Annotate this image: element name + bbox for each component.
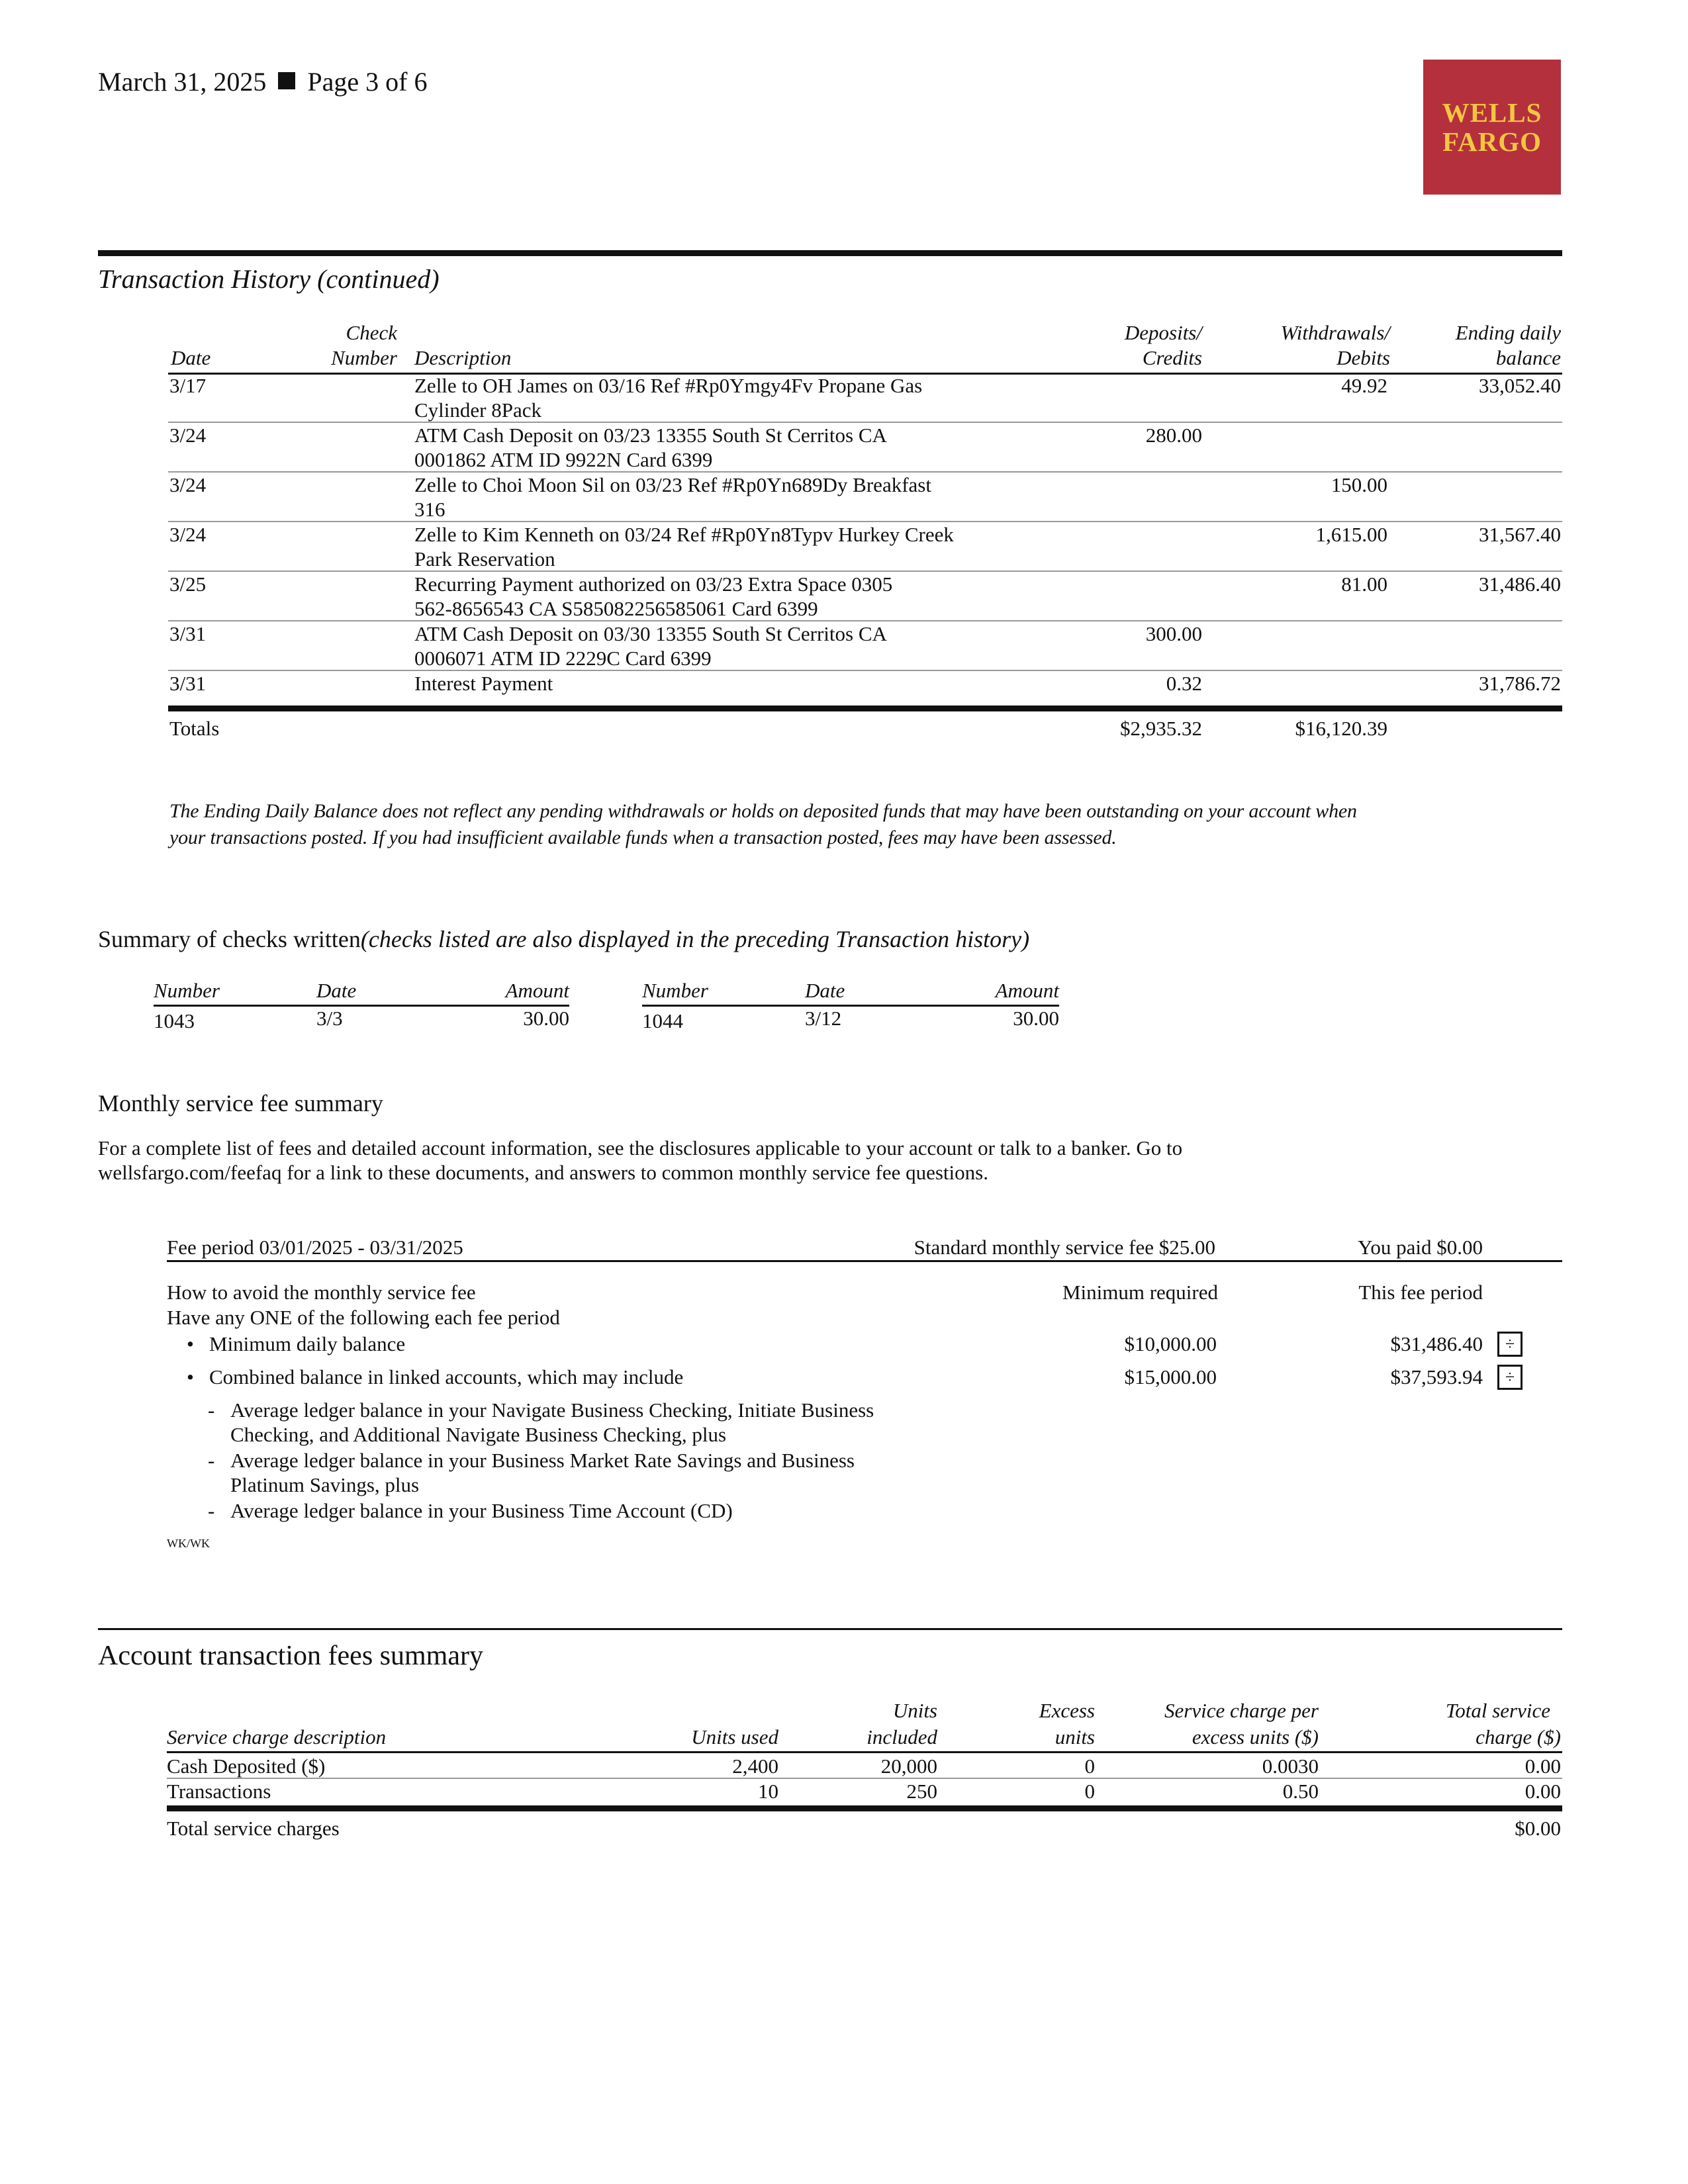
fees-header-rule [167,1751,1562,1753]
disclaimer-line-2: your transactions posted. If you had insufficient available funds when a transaction posted, fees may have been assessed. [169,827,1117,848]
check-number: 1044 [642,1009,683,1032]
col-withdrawals-2: Debits [1336,346,1390,369]
totals-rule [168,705,1562,711]
col-withdrawals-1: Withdrawals/ [1280,321,1390,344]
intro-line-1: For a complete list of fees and detailed account information, see the disclosures applicable to your account or talk to a banker. Go to [98,1136,1183,1160]
page-number: Page 3 of 6 [307,67,428,97]
checks-col-amount-1: Amount [505,979,569,1002]
bullet-icon: • [187,1332,194,1355]
check-date: 3/12 [805,1007,842,1030]
bullet-icon: • [187,1365,194,1388]
row-description-line-2: 562-8656543 CA S585082256585061 Card 6399 [414,597,818,620]
row-description-line-2: 0006071 ATM ID 2229C Card 6399 [414,647,712,670]
checkmark-box-icon: ÷ [1497,1365,1523,1390]
fees-summary-title: Account transaction fees summary [98,1641,483,1671]
sub-item-line: Platinum Savings, plus [230,1473,420,1496]
fee-row-used: 10 [758,1780,778,1803]
section-divider [98,250,1562,256]
fee-row-included: 20,000 [880,1754,937,1778]
disclaimer-line-1: The Ending Daily Balance does not reflect any pending withdrawals or holds on deposited funds that may have been outstanding on your account when [169,800,1357,822]
col-deposits-2: Credits [1142,346,1202,369]
row-balance: 31,567.40 [1479,523,1561,546]
fees-col-rate-2: excess units ($) [1192,1725,1319,1749]
separator-square-icon [278,72,295,89]
checks-col-date-1: Date [316,979,357,1002]
option-actual: $31,486.40 [1390,1332,1483,1355]
sub-item-line: Average ledger balance in your Business Time Account (CD) [230,1499,733,1522]
col-balance-1: Ending daily [1455,321,1561,344]
this-period-label: This fee period [1358,1281,1483,1304]
row-debit: 1,615.00 [1315,523,1387,546]
fee-row-excess: 0 [1084,1780,1095,1803]
have-any-one: Have any ONE of the following each fee period [167,1306,560,1329]
fee-code: WK/WK [167,1537,210,1550]
minimum-required-label: Minimum required [1062,1281,1218,1304]
row-description-line-1: Zelle to Choi Moon Sil on 03/23 Ref #Rp0Yn689Dy Breakfast [414,473,931,496]
you-paid: You paid $0.00 [1358,1236,1483,1259]
row-description-line-1: ATM Cash Deposit on 03/30 13355 South St Cerritos CA [414,622,887,645]
col-balance-2: balance [1495,346,1561,369]
sub-item-line: Checking, and Additional Navigate Business Checking, plus [230,1423,727,1446]
checkmark-box-icon: ÷ [1497,1332,1523,1357]
totals-debits: $16,120.39 [1295,717,1387,740]
standard-fee: Standard monthly service fee $25.00 [914,1236,1215,1259]
totals-label: Totals [169,717,220,740]
col-check-1: Check [346,321,397,344]
fee-period-rule [167,1260,1562,1262]
fees-col-used: Units used [691,1725,778,1749]
statement-header [98,66,427,97]
row-date: 3/24 [169,523,207,546]
transaction-history-title: Transaction History (continued) [98,264,440,294]
fee-row-excess: 0 [1084,1754,1095,1778]
fees-col-excess-2: units [1055,1725,1095,1749]
total-service-charges-value: $0.00 [1515,1817,1561,1840]
col-deposits-1: Deposits/ [1124,321,1202,344]
dash-icon: - [208,1499,215,1522]
row-description-line-2: Park Reservation [414,547,555,570]
row-description-line-2: Cylinder 8Pack [414,398,541,422]
logo-line-2: FARGO [1442,126,1542,157]
fees-col-desc: Service charge description [167,1725,387,1749]
col-date: Date [171,346,211,369]
fees-col-total-2: charge ($) [1476,1725,1561,1749]
checks-col-amount-2: Amount [995,979,1059,1002]
row-date: 3/24 [169,424,207,447]
sub-item-line: Average ledger balance in your Business Market Rate Savings and Business [230,1449,855,1472]
check-date: 3/3 [316,1007,343,1030]
fee-row-used: 2,400 [732,1754,778,1778]
fee-row-total: 0.00 [1524,1780,1561,1803]
total-service-charges-label: Total service charges [167,1817,340,1840]
col-description: Description [414,346,512,369]
fee-row-desc: Transactions [167,1780,271,1803]
option-label: Minimum daily balance [209,1332,406,1355]
option-actual: $37,593.94 [1390,1365,1483,1388]
row-description-line-1: Interest Payment [414,672,553,695]
row-balance: 33,052.40 [1479,374,1561,397]
wells-fargo-logo [1423,60,1561,195]
checks-col-date-2: Date [805,979,845,1002]
row-credit: 0.32 [1166,672,1202,695]
row-date: 3/31 [169,672,207,695]
row-description-line-1: Zelle to Kim Kenneth on 03/24 Ref #Rp0Yn8Typv Hurkey Creek [414,523,954,546]
dash-icon: - [208,1449,215,1472]
row-description-line-2: 316 [414,498,445,521]
intro-line-2: wellsfargo.com/feefaq for a link to these documents, and answers to common monthly service fee questions. [98,1161,988,1184]
checks-summary-title [98,925,1029,953]
check-amount: 30.00 [1013,1007,1059,1030]
fees-col-rate-1: Service charge per [1164,1699,1319,1722]
fees-col-included-1: Units [892,1699,937,1722]
checks-col-number-1: Number [154,979,220,1002]
option-required: $15,000.00 [1124,1365,1217,1388]
checks-title: Summary of checks written [98,926,361,952]
checks-subtitle: (checks listed are also displayed in the preceding Transaction history) [360,926,1030,952]
row-description-line-1: ATM Cash Deposit on 03/23 13355 South St Cerritos CA [414,424,887,447]
fee-row-included: 250 [906,1780,937,1803]
fees-total-rule [167,1805,1562,1811]
fees-col-total-1: Total service [1445,1699,1550,1722]
row-debit: 81.00 [1341,572,1387,596]
row-date: 3/17 [169,374,207,397]
row-divider [168,670,1562,671]
fee-row-desc: Cash Deposited ($) [167,1754,326,1778]
fee-row-rate: 0.0030 [1262,1754,1319,1778]
service-fee-intro [98,1136,1182,1185]
service-fee-title: Monthly service fee summary [98,1090,383,1116]
row-debit: 49.92 [1341,374,1387,397]
check-amount: 30.00 [523,1007,569,1030]
row-credit: 300.00 [1145,622,1202,645]
row-date: 3/25 [169,572,207,596]
row-description-line-1: Recurring Payment authorized on 03/23 Extra Space 0305 [414,572,893,596]
balance-disclaimer [169,798,1357,851]
fee-period: Fee period 03/01/2025 - 03/31/2025 [167,1236,463,1259]
row-debit: 150.00 [1331,473,1387,496]
row-balance: 31,486.40 [1479,572,1561,596]
row-description-line-2: 0001862 ATM ID 9922N Card 6399 [414,448,713,471]
section-divider [98,1628,1562,1630]
statement-date: March 31, 2025 [98,67,267,97]
check-number: 1043 [154,1009,195,1032]
col-check-2: Number [331,346,397,369]
row-balance: 31,786.72 [1479,672,1561,695]
totals-credits: $2,935.32 [1120,717,1202,740]
option-required: $10,000.00 [1124,1332,1217,1355]
row-date: 3/24 [169,473,207,496]
fee-row-rate: 0.50 [1282,1780,1319,1803]
row-credit: 280.00 [1145,424,1202,447]
how-to-avoid: How to avoid the monthly service fee [167,1281,476,1304]
row-date: 3/31 [169,622,207,645]
row-description-line-1: Zelle to OH James on 03/16 Ref #Rp0Ymgy4Fv Propane Gas [414,374,923,397]
dash-icon: - [208,1398,215,1422]
checks-col-number-2: Number [642,979,708,1002]
fees-col-excess-1: Excess [1039,1699,1095,1722]
logo-line-1: WELLS [1442,97,1542,128]
sub-item-line: Average ledger balance in your Navigate Business Checking, Initiate Business [230,1398,874,1422]
fees-col-included-2: included [867,1725,937,1749]
option-label: Combined balance in linked accounts, which may include [209,1365,684,1388]
fee-row-total: 0.00 [1524,1754,1561,1778]
